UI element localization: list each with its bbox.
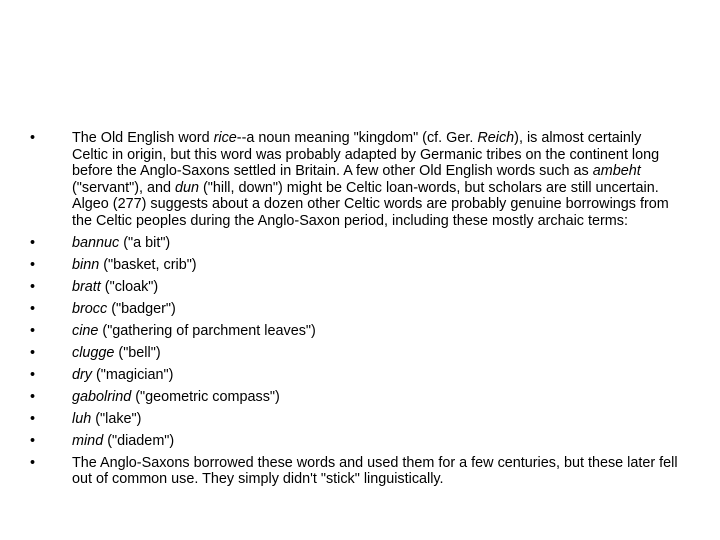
term-gloss: ("lake") <box>91 410 142 427</box>
bullet-term <box>30 301 680 318</box>
bullet-term <box>30 323 680 340</box>
term-ambeht: ambeht <box>592 163 641 180</box>
bullet-dot: • <box>30 300 36 317</box>
term-word: bannuc <box>72 234 120 251</box>
closing-text: The Anglo-Saxons borrowed these words and used them for a few centuries, but these later fell out of common use. They simply didn't "stick" linguistically. <box>72 454 678 488</box>
term-word: dry <box>72 366 92 383</box>
term-dun: dun <box>175 179 200 196</box>
term-word: clugge <box>72 344 115 361</box>
bullet-intro <box>30 130 680 230</box>
term-word: binn <box>72 256 100 273</box>
term-gloss: ("diadem") <box>103 432 175 449</box>
intro-text-5: ("hill, down") might be Celtic loan-words, but scholars are still uncertain. Algeo (277) suggests about a dozen other Celtic words are probably genuine borrowings from the Celtic peoples during the Anglo-Saxon period, including these mostly archaic terms: <box>72 179 669 229</box>
term-gloss: ("magician") <box>92 366 174 383</box>
bullet-term <box>30 433 680 450</box>
intro-text-2: --a noun meaning "kingdom" (cf. Ger. <box>236 130 478 146</box>
intro-text-3: ), is almost certainly Celtic in origin, but this word was probably adapted by Germanic tribes on the continent long before the Anglo-Saxons settled in Britain. A few other Old English words such as <box>72 130 660 180</box>
bullet-dot: • <box>30 130 36 146</box>
term-word: gabolrind <box>72 388 132 405</box>
bullet-term <box>30 411 680 428</box>
term-word: luh <box>72 410 92 427</box>
bullet-dot: • <box>30 278 36 295</box>
bullet-dot: • <box>30 256 36 273</box>
bullet-dot: • <box>30 344 36 361</box>
term-gloss: ("cloak") <box>100 278 159 295</box>
bullet-dot: • <box>30 432 36 449</box>
bullet-dot: • <box>30 322 36 339</box>
term-word: mind <box>72 432 104 449</box>
bullet-term <box>30 257 680 274</box>
term-reich: Reich <box>477 130 515 146</box>
term-word: cine <box>72 322 99 339</box>
bullet-term <box>30 367 680 384</box>
intro-text-1: The Old English word <box>72 130 214 146</box>
bullet-dot: • <box>30 454 36 471</box>
bullet-term <box>30 279 680 296</box>
term-gloss: ("geometric compass") <box>131 388 280 405</box>
bullet-closing <box>30 455 680 488</box>
bullet-dot: • <box>30 410 36 427</box>
term-gloss: ("a bit") <box>119 234 171 251</box>
bullet-dot: • <box>30 234 36 251</box>
term-gloss: ("gathering of parchment leaves") <box>98 322 316 339</box>
term-word: brocc <box>72 300 108 317</box>
term-gloss: ("badger") <box>107 300 176 317</box>
term-rice: rice <box>213 130 237 146</box>
bullet-dot: • <box>30 366 36 383</box>
bullet-term <box>30 235 680 252</box>
term-gloss: ("bell") <box>114 344 161 361</box>
bullet-term <box>30 389 680 406</box>
bullet-list <box>30 130 680 493</box>
term-word: bratt <box>72 278 101 295</box>
bullet-dot: • <box>30 388 36 405</box>
bullet-term <box>30 345 680 362</box>
intro-text-4: ("servant"), and <box>72 179 175 196</box>
term-gloss: ("basket, crib") <box>99 256 197 273</box>
